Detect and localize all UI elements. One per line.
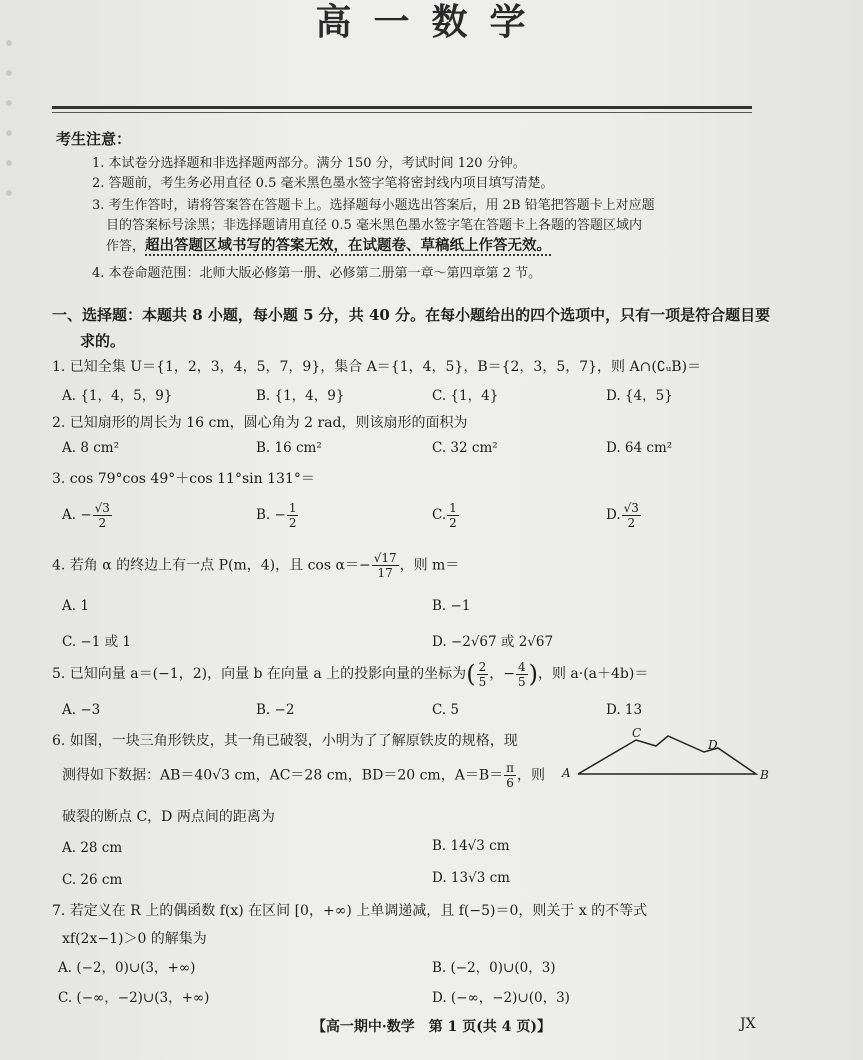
q7-option-c: C. (−∞，−2)∪(3，+∞) — [58, 990, 210, 1006]
q6-line-2 — [62, 762, 545, 789]
q1-option-b: B. {1，4，9} — [256, 388, 345, 404]
header-rule — [52, 106, 752, 109]
q7-line-2: xf(2x−1)＞0 的解集为 — [62, 931, 207, 947]
q3-option-d — [606, 502, 642, 529]
q3-option-a-fraction: $\frac{√3}{2}$ — [94, 501, 110, 530]
q2-option-c: C. 32 cm² — [432, 440, 498, 456]
q6-option-b: B. 14√3 cm — [432, 838, 510, 854]
q5-stem: 5. 已知向量 a＝(−1，2)，向量 b 在向量 a 上的投影向量的坐标为( $\frac{2}{5}$ ，− $\frac{4}{5}$ )，则 a·(a＋4b)＝ — [52, 659, 649, 689]
q6-option-a: A. 28 cm — [62, 840, 123, 856]
q1-option-a: A. {1，4，5，9} — [62, 388, 173, 404]
q6-option-c: C. 26 cm — [62, 872, 123, 888]
q5-option-d: D. 13 — [606, 702, 643, 718]
q6-option-d: D. 13√3 cm — [432, 870, 510, 886]
figure-label-d: D — [708, 738, 718, 752]
q5-option-b: B. −2 — [256, 702, 295, 718]
q3-option-b — [256, 502, 299, 529]
q5-frac-1: $\frac{2}{5}$ — [478, 659, 487, 689]
section-heading-line-1: 一、选择题：本题共 8 小题，每小题 5 分，共 40 分。在每小题给出的四个选项中，只有一项是符合题目要 — [52, 306, 771, 324]
q3-option-b-label: B. − — [256, 507, 286, 523]
q3-option-d-label: D. — [606, 507, 621, 523]
q4-stem-fraction: $\frac{√17}{17}$ — [373, 551, 397, 580]
page-title: 高一数学 — [315, 1, 548, 43]
notice-heading: 考生注意： — [56, 130, 132, 148]
section-heading-line-2: 求的。 — [80, 332, 126, 350]
q1-option-c: C. {1，4} — [432, 388, 499, 404]
notice-line-6: 4. 本卷命题范围：北师大版必修第一册、必修第二册第一章～第四章第 2 节。 — [92, 266, 542, 281]
header-rule-thin — [52, 112, 752, 113]
figure-label-c: C — [632, 726, 642, 740]
q4-stem-b: ，则 m＝ — [399, 557, 460, 574]
q5-stem-a: 5. 已知向量 a＝(−1，2)，向量 b 在向量 a 上的投影向量的坐标为 — [52, 666, 467, 682]
q4-stem-a: 4. 若角 α 的终边上有一点 P(m，4)，且 cos α＝− — [52, 557, 371, 574]
notice-line-1: 1. 本试卷分选择题和非选择题两部分。满分 150 分，考试时间 120 分钟。 — [92, 156, 526, 171]
q3-option-b-fraction: $\frac{1}{2}$ — [288, 501, 297, 530]
q3-option-c-fraction: $\frac{1}{2}$ — [449, 501, 457, 530]
q3-option-a — [62, 502, 113, 529]
broken-triangle-figure — [556, 722, 766, 778]
notice-line-2: 2. 答题前，考生务必用直径 0.5 毫米黑色墨水签字笔将密封线内项目填写清楚。 — [92, 176, 554, 191]
q6-line-2-a: 测得如下数据：AB＝40√3 cm，AC＝28 cm，BD＝20 cm，A＝B＝ — [62, 767, 504, 784]
q3-option-c-label: C. — [432, 507, 447, 523]
q2-option-d: D. 64 cm² — [606, 440, 673, 456]
notice-line-5 — [106, 234, 551, 255]
q2-option-a: A. 8 cm² — [62, 440, 119, 456]
q5-frac-2: $\frac{4}{5}$ — [517, 659, 526, 689]
q3-stem: 3. cos 79°cos 49°＋cos 11°sin 131°＝ — [52, 471, 315, 487]
notice-line-3: 3. 考生作答时，请将答案答在答题卡上。选择题每小题选出答案后，用 2B 铅笔把答题卡上对应题 — [92, 198, 655, 213]
q6-line-2-fraction: $\frac{\pi}{6}$ — [506, 761, 514, 790]
binding-holes — [4, 0, 18, 1060]
notice-line-4: 目的答案标号涂黑；非选择题请用直径 0.5 毫米黑色墨水签字笔在答题卡上各题的答题区域内 — [106, 218, 642, 233]
q4-option-c: C. −1 或 1 — [62, 634, 132, 650]
figure-label-a: A — [562, 766, 571, 780]
notice-line-5-emphasis: 超出答题区域书写的答案无效，在试题卷、草稿纸上作答无效。 — [145, 237, 552, 254]
q6-line-3: 破裂的断点 C，D 两点间的距离为 — [62, 809, 275, 825]
q2-option-b: B. 16 cm² — [256, 440, 322, 456]
q1-option-d: D. {4，5} — [606, 388, 673, 404]
q3-option-c — [432, 502, 460, 529]
figure-label-b: B — [760, 768, 769, 782]
page-footer: 【高一期中·数学 第 1 页(共 4 页)】 — [311, 1019, 552, 1035]
q5-option-a: A. −3 — [62, 702, 101, 718]
q1-stem: 1. 已知全集 U＝{1，2，3，4，5，7，9}，集合 A＝{1，4，5}，B＝{2，3，5，7}，则 A∩(∁ᵤB)＝ — [52, 359, 702, 375]
q6-line-2-b: ，则 — [517, 767, 545, 784]
q4-option-a: A. 1 — [62, 598, 89, 614]
q5-option-c: C. 5 — [432, 702, 460, 718]
q2-stem: 2. 已知扇形的周长为 16 cm，圆心角为 2 rad，则该扇形的面积为 — [52, 415, 468, 431]
q4-option-d: D. −2√67 或 2√67 — [432, 634, 554, 650]
q7-option-a: A. (−2，0)∪(3，+∞) — [58, 960, 196, 976]
q7-option-d: D. (−∞，−2)∪(0，3) — [432, 990, 570, 1006]
q3-option-d-fraction: $\frac{√3}{2}$ — [623, 501, 639, 530]
q4-stem — [52, 552, 459, 579]
notice-line-5-a: 作答， — [106, 239, 146, 254]
q3-option-a-label: A. − — [62, 507, 92, 523]
q6-line-1: 6. 如图，一块三角形铁皮，其一角已破裂，小明为了了解原铁皮的规格，现 — [52, 733, 518, 749]
footer-code: JX — [740, 1016, 756, 1032]
q7-option-b: B. (−2，0)∪(0，3) — [432, 960, 556, 976]
q4-option-b: B. −1 — [432, 598, 471, 614]
q5-stem-b: ，则 a·(a＋4b)＝ — [537, 666, 649, 682]
q7-line-1: 7. 若定义在 R 上的偶函数 f(x) 在区间 [0，+∞) 上单调递减，且 f(−5)＝0，则关于 x 的不等式 — [52, 903, 648, 919]
triangle-outline — [578, 736, 756, 774]
